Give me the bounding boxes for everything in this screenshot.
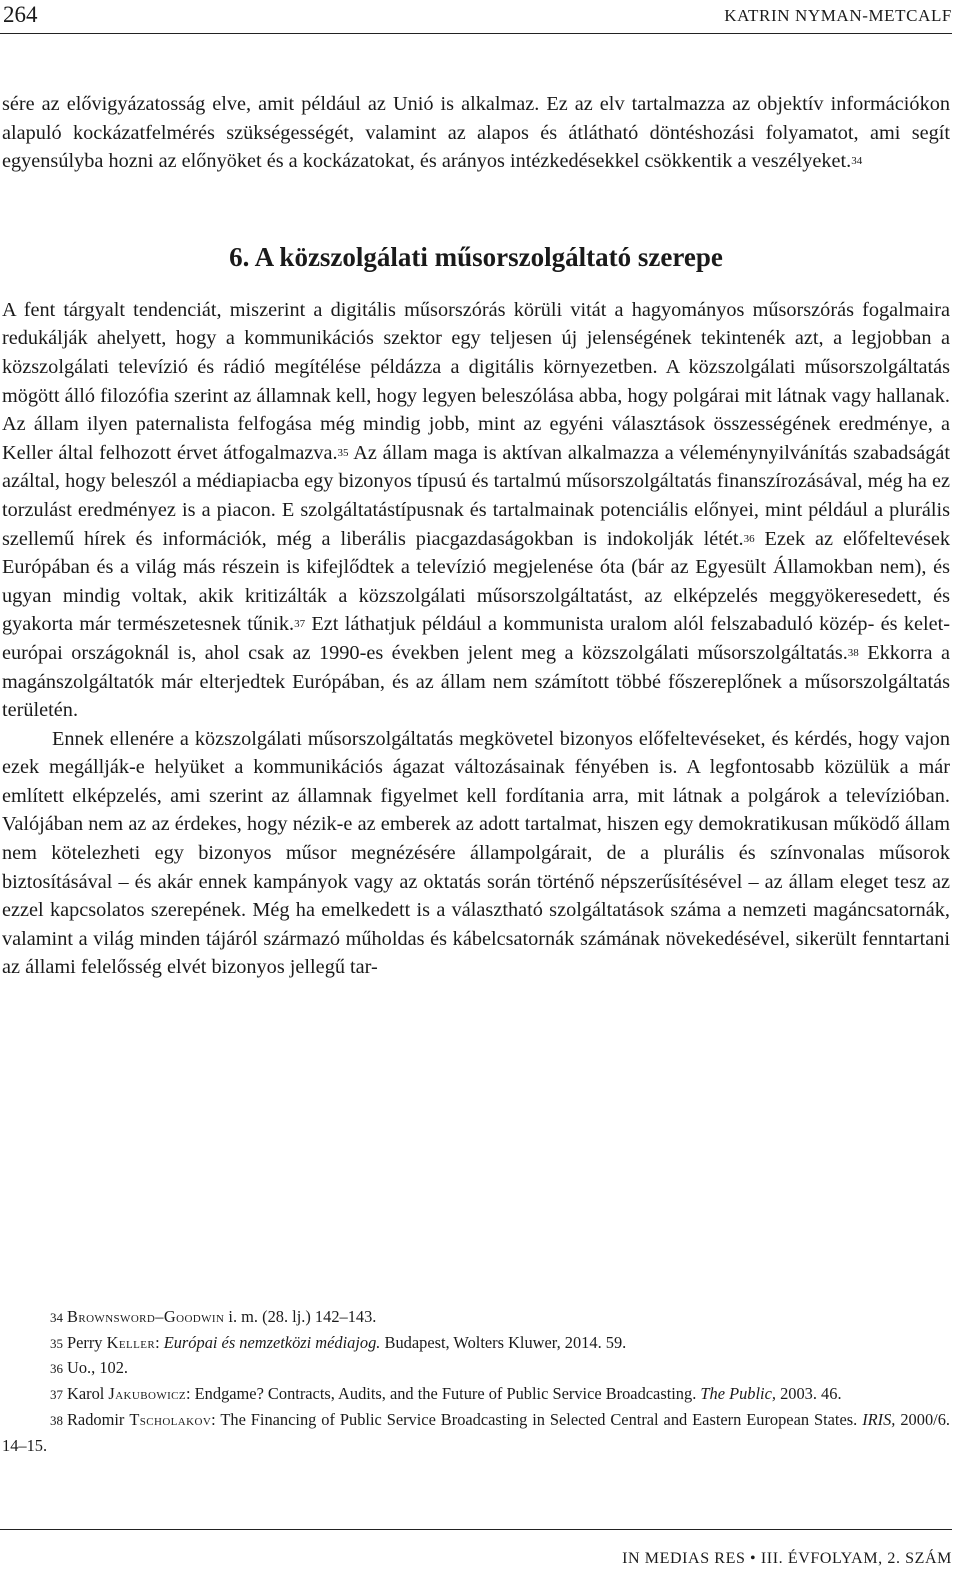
footnote-ref-34[interactable]: 34 — [851, 155, 863, 168]
paragraph-2-text-b: Az állam maga is aktívan alkalmazza a véleménynyilvánítás szabadságát azáltal, hogy beleszól a médiapiacba egy bizonyos típusú és tartalmú műsorszolgáltatás finanszírozásával, még ha ez torzulást eredményez is a piacon. E szolgáltatástípusnak és tartalmainak potenciális előnyei, mint például a plurális szellemű hírek és információk, még a liberális piacgazdaságokban is indokolják létét. — [2, 441, 950, 550]
footnote-37 — [2, 1382, 950, 1408]
footnote-35 — [2, 1331, 950, 1357]
paragraph-2-text-e: Ekkorra a magánszolgáltatók már elterjedtek Európában, és az állam nem számított többé főszereplőnek a műsorszolgáltatás területén. — [2, 641, 951, 722]
footnote-35-separator: : — [155, 1332, 164, 1352]
footnote-ref-37[interactable]: 37 — [294, 618, 306, 631]
footnote-36-number: 36 — [50, 1361, 63, 1377]
paragraph-1 — [2, 90, 950, 176]
footer-journal-info: IN MEDIAS RES • III. ÉVFOLYAM, 2. SZÁM — [622, 1550, 952, 1567]
footnote-34-number: 34 — [50, 1310, 63, 1325]
footnote-38-author: Tscholakov — [129, 1409, 212, 1429]
paragraph-2-text-c: Ezek az előfeltevések Európában és a világ más részein is kifejlődtek a televízió megjelenése óta (bár az Egyesült Államokban nem), és ugyan mindig voltak, akik kritizálták a közszolgálati műsorszolgáltatást, az elképzelés meggyökeresedett, és gyakorta már természetesnek tűnik. — [2, 527, 950, 636]
footnote-35-number: 35 — [50, 1335, 63, 1351]
footnotes — [2, 1305, 950, 1458]
footnote-34-text: i. m. (28. lj.) 142–143. — [224, 1307, 377, 1326]
section-heading: 6. A közszolgálati műsorszolgáltató szerepe — [229, 241, 723, 272]
footnote-36 — [2, 1356, 950, 1382]
footnote-35-title: Európai és nemzetközi médiajog. — [163, 1332, 381, 1352]
footnote-35-first-name: Perry — [67, 1332, 107, 1352]
footnote-ref-38[interactable]: 38 — [847, 646, 859, 659]
running-head-author: KATRIN NYMAN-METCALF — [724, 6, 952, 25]
paragraph-3: Ennek ellenére a közszolgálati műsorszolgáltatás megkövetel bizonyos előfeltevéseket, és kérdés, hogy vajon ezek megállják-e helyüket a kommunikációs ágazat változásainak fényében is. A legfontosabb közülük a már említett elképzelés, ami szerint az államnak figyelmet kell fordítania arra, mit látnak a polgárok a televízióban. Valójában nem az az érdekes, hogy nézik-e az emberek az adott tartalmat, hiszen egy demokratikusan működő állam nem kötelezheti egy bizonyos műsor megnézésére állampolgárait, de a plurális és színvonalas műsorok biztosításával – és akár ennek kampányok vagy az oktatás során történő népszerűsítésével – az állam eleget tesz az ezzel kapcsolatos szerepének. Még ha emelkedett is a választható szolgáltatások száma a nemzeti magáncsatornák, valamint a világ minden tájáról származó műholdas és kábelcsatornák számának növekedésével, sikerült fenntartani az állami felelősség elvét bizonyos jellegű tar- — [2, 727, 950, 979]
footnote-37-number: 37 — [50, 1387, 63, 1403]
footnote-35-author: Keller — [106, 1332, 156, 1352]
paragraph-2-text-d: Ezt láthatjuk például a kommunista uralom alól felszabaduló közép- és kelet-európai országoknál is, ahol csak az 1990-es években jelent meg a közszolgálati műsorszolgáltatás. — [2, 613, 951, 664]
footnote-34-author: Brownsword–Goodwin — [67, 1307, 225, 1326]
footnote-38-journal: IRIS, — [862, 1409, 896, 1429]
footnote-38-first-name: Radomir — [67, 1409, 130, 1429]
footnote-38 — [2, 1408, 950, 1458]
footnote-35-text: Budapest, Wolters Kluwer, 2014. 59. — [380, 1332, 627, 1352]
body-text — [2, 90, 950, 982]
footnote-37-text: : Endgame? Contracts, Audits, and the Future of Public Service Broadcasting. — [186, 1384, 701, 1404]
footnote-37-author: Jakubowicz — [108, 1384, 187, 1404]
footnote-37-first-name: Karol — [67, 1384, 109, 1404]
footnote-38-text: : The Financing of Public Service Broadcasting in Selected Central and Eastern European States. — [211, 1409, 863, 1429]
footnote-38-number: 38 — [50, 1412, 63, 1428]
paragraph-2-text-a: A fent tárgyalt tendenciát, miszerint a digitális műsorszórás körüli vitát a hagyományos műsorszórás fogalmaira redukálják ahelyett, hogy a kommunikációs szektor egy teljesen új jelenségének tekintenék azt, a legjobban a közszolgálati televízió és rádió megítélése példázza a digitális környezetben. A közszolgálati műsorszolgáltatás mögött álló filozófia szerint az államnak kell, hogy legyen beleszólása abba, hogy polgárai mit látnak vagy hallanak. Az állam ilyen paternalista felfogása még mindig jobb, mint az egyéni választások összességének eredménye, a Keller által felhozott érvet átfogalmazva. — [2, 298, 950, 464]
footnote-ref-35[interactable]: 35 — [337, 446, 349, 459]
footnote-38-end: 2000/6. 14–15. — [2, 1409, 950, 1455]
page-number: 264 — [3, 2, 38, 27]
footer-rule — [0, 1529, 952, 1530]
header-rule — [0, 33, 952, 34]
paragraph-1-text: sére az elővigyázatosság elve, amit például az Unió is alkalmaz. Ez az elv tartalmazza az objektív információkon alapuló kockázatfelmérés szükségességét, valamint az alapos és átlátható döntéshozási folyamatot, ami segít egyensúlyba hozni az előnyöket és a kockázatokat, és arányos intézkedésekkel csökkentik a veszélyeket. — [2, 93, 950, 173]
footnote-37-end: 2003. 46. — [775, 1384, 842, 1404]
paragraph-2 — [2, 296, 950, 725]
footnote-34 — [2, 1305, 950, 1331]
footnote-37-journal: The Public, — [700, 1384, 776, 1404]
footnote-ref-36[interactable]: 36 — [743, 532, 755, 545]
footnote-36-text: Uo., 102. — [67, 1358, 129, 1378]
